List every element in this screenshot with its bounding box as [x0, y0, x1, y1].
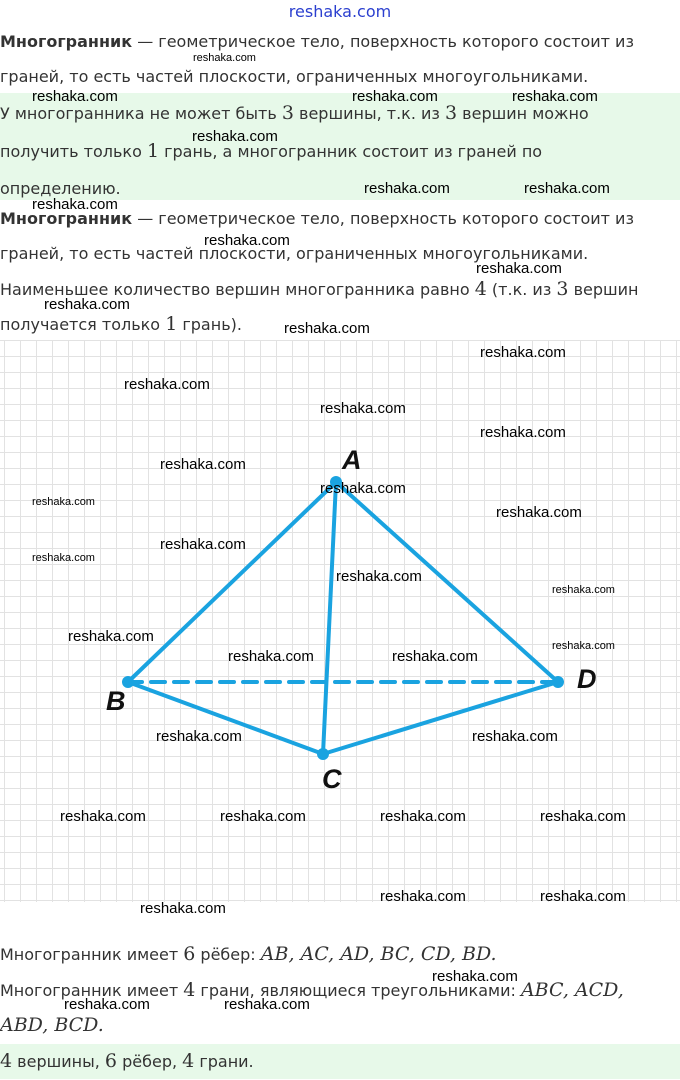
explanation-line-1: У многогранника не может быть 3 вершины, т.к. из 3 вершин можно [0, 102, 589, 124]
watermark: reshaka.com [160, 456, 246, 473]
vertex-c-point [317, 748, 329, 760]
vertex-d-point [552, 676, 564, 688]
watermark: reshaka.com [540, 808, 626, 825]
watermark: reshaka.com [68, 628, 154, 645]
edge-ac [323, 482, 336, 754]
watermark: reshaka.com [552, 584, 615, 596]
watermark: reshaka.com [320, 400, 406, 417]
watermark: reshaka.com [140, 900, 226, 917]
watermark: reshaka.com [336, 568, 422, 585]
watermark: reshaka.com [524, 180, 610, 197]
watermark: reshaka.com [540, 888, 626, 905]
faces-line-1: Многогранник имеет 4 грани, являющиеся треугольниками: ABC, ACD, [0, 979, 624, 1001]
watermark: reshaka.com [432, 968, 518, 985]
vertex-d-label: D [577, 664, 597, 694]
definition-line-2: граней, то есть частей плоскости, ограниченных многоугольниками. [0, 67, 589, 86]
watermark: reshaka.com [44, 296, 130, 313]
watermark: reshaka.com [192, 128, 278, 145]
watermark: reshaka.com [512, 88, 598, 105]
definition-line-3: Многогранник — геометрическое тело, поверхность которого состоит из [0, 209, 634, 228]
answer-line: 4 вершины, 6 рёбер, 4 грани. [0, 1050, 254, 1072]
watermark: reshaka.com [364, 180, 450, 197]
watermark: reshaka.com [156, 728, 242, 745]
watermark: reshaka.com [32, 496, 95, 508]
watermark: reshaka.com [496, 504, 582, 521]
watermark: reshaka.com [552, 640, 615, 652]
watermark: reshaka.com [204, 232, 290, 249]
vertex-b-label: B [106, 686, 126, 716]
watermark: reshaka.com [32, 552, 95, 564]
definition-line-1: Многогранник — геометрическое тело, поверхность которого состоит из [0, 32, 634, 51]
explanation-line-3: определению. [0, 179, 121, 198]
watermark: reshaka.com [32, 196, 118, 213]
faces-line-2: ABD, BCD. [0, 1014, 104, 1036]
watermark: reshaka.com [380, 808, 466, 825]
watermark: reshaka.com [320, 480, 406, 497]
watermark: reshaka.com [352, 88, 438, 105]
site-link[interactable]: reshaka.com [288, 2, 392, 21]
watermark: reshaka.com [193, 52, 256, 64]
watermark: reshaka.com [480, 344, 566, 361]
watermark: reshaka.com [380, 888, 466, 905]
watermark: reshaka.com [32, 88, 118, 105]
watermark: reshaka.com [224, 996, 310, 1013]
watermark: reshaka.com [124, 376, 210, 393]
vertex-a-label: A [342, 445, 362, 475]
vertex-c-label: C [322, 764, 342, 794]
watermark: reshaka.com [284, 320, 370, 337]
min-vertices-line-1: Наименьшее количество вершин многогранника равно 4 (т.к. из 3 вершин [0, 278, 639, 300]
definition-line-4: граней, то есть частей плоскости, ограниченных многоугольниками. [0, 244, 589, 263]
watermark: reshaka.com [160, 536, 246, 553]
watermark: reshaka.com [392, 648, 478, 665]
watermark: reshaka.com [480, 424, 566, 441]
watermark: reshaka.com [476, 260, 562, 277]
edges-line: Многогранник имеет 6 рёбер: AB, AC, AD, BC, CD, BD. [0, 943, 497, 965]
watermark: reshaka.com [64, 996, 150, 1013]
watermark: reshaka.com [228, 648, 314, 665]
watermark: reshaka.com [60, 808, 146, 825]
watermark: reshaka.com [472, 728, 558, 745]
watermark: reshaka.com [220, 808, 306, 825]
min-vertices-line-2: получается только 1 грань). [0, 313, 242, 335]
explanation-line-2: получить только 1 грань, а многогранник состоит из граней по [0, 140, 543, 162]
